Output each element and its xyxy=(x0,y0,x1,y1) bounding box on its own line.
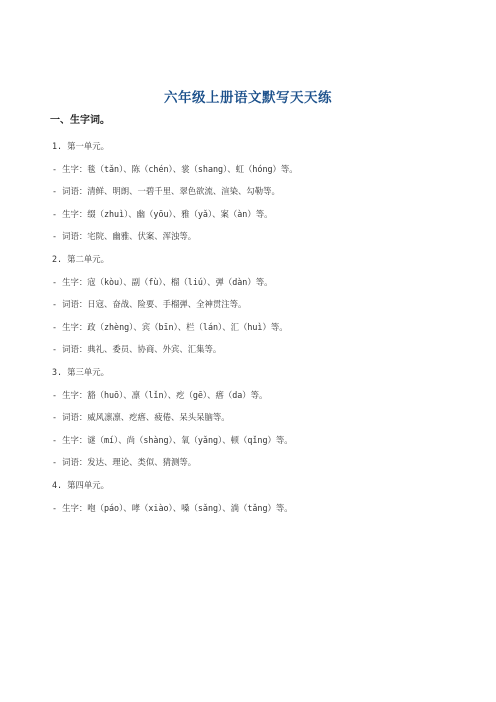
page-title: 六年级上册语文默写天天练 xyxy=(164,90,332,106)
list-item: - 词语：清鲜、明朗、一碧千里、翠色欲流、渲染、勾勒等。 xyxy=(52,186,280,197)
unit-heading-4: 4. 第四单元。 xyxy=(52,479,110,490)
list-item: - 生字：缀（zhuì）、幽（yōu）、雅（yǎ）、案（àn）等。 xyxy=(52,208,273,219)
unit-heading-3: 3. 第三单元。 xyxy=(52,366,110,377)
list-item: - 生字：寇（kòu）、副（fù）、榴（liú）、弹（dàn）等。 xyxy=(52,276,273,287)
list-item: - 词语：典礼、委员、协商、外宾、汇集等。 xyxy=(52,344,222,355)
content-list xyxy=(52,140,472,524)
list-item: - 词语：发达、理论、类似、猜测等。 xyxy=(52,457,197,468)
list-item: - 生字：谜（mí）、尚（shàng）、氧（yǎng）、顿（qǐng）等。 xyxy=(52,434,293,445)
list-item: - 词语：日寇、奋战、险要、手榴弹、全神贯注等。 xyxy=(52,299,247,310)
list-item: - 生字：豁（huō）、凛（lǐn）、疙（gē）、瘩（da）等。 xyxy=(52,389,268,400)
list-item: - 词语：宅院、幽雅、伏案、浑浊等。 xyxy=(52,231,197,242)
unit-heading-2: 2. 第二单元。 xyxy=(52,253,110,264)
list-item: - 生字：政（zhèng）、宾（bīn）、栏（lán）、汇（huì）等。 xyxy=(52,321,288,332)
unit-heading-1: 1. 第一单元。 xyxy=(52,141,110,151)
list-item: - 词语：威风凛凛、疙瘩、疲倦、呆头呆脑等。 xyxy=(52,412,230,423)
list-item: - 生字：毯（tǎn）、陈（chén）、裳（shang）、虹（hóng）等。 xyxy=(52,163,298,174)
list-item: - 生字：咆（páo）、哮（xiào）、嗓（sǎng）、淌（tǎng）等。 xyxy=(52,502,293,513)
section-heading: 一、生字词。 xyxy=(50,115,110,126)
